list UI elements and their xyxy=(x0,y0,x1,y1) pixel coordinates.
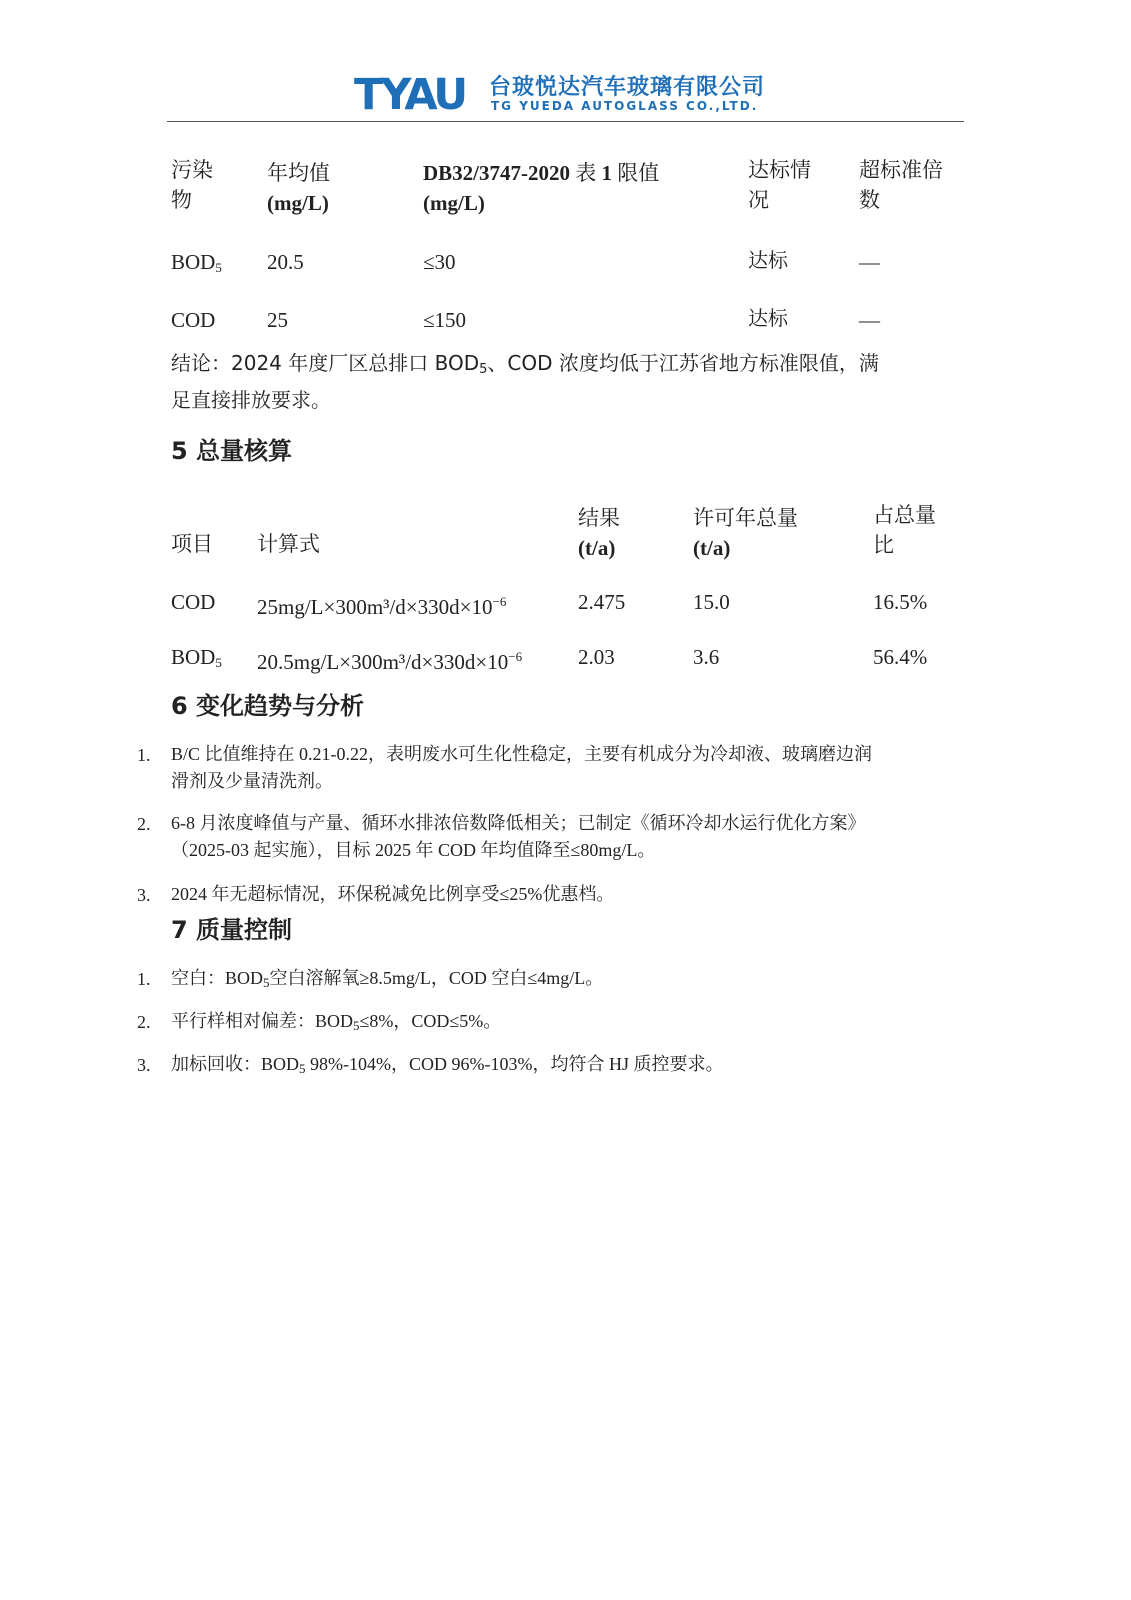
list-number: 1. xyxy=(137,969,151,989)
conclusion-paragraph xyxy=(171,348,961,415)
header-text: 许可年总量 xyxy=(693,506,798,530)
list-number: 3. xyxy=(137,885,151,905)
table1-header-limit xyxy=(423,158,659,218)
header-text: 超标准倍 xyxy=(859,158,943,182)
conclusion-line: 足直接排放要求。 xyxy=(171,388,331,412)
list-line: 2024 年无超标情况，环保税减免比例享受≤25%优惠档。 xyxy=(171,884,615,904)
table1-cell-pollutant: COD xyxy=(171,308,216,332)
list-item xyxy=(171,1051,961,1082)
table2-cell-permit: 3.6 xyxy=(693,645,720,669)
list-line: B/C 比值维持在 0.21-0.22，表明废水可生化性稳定，主要有机成分为冷却液、玻璃磨边润 xyxy=(171,744,873,764)
table2-cell-item xyxy=(171,644,222,676)
header-text: 计算式 xyxy=(257,532,320,556)
list-line: 6-8 月浓度峰值与产量、循环水排浓倍数降低相关；已制定《循环冷却水运行优化方案》 xyxy=(171,813,866,833)
table1-cell-avg: 20.5 xyxy=(267,250,304,274)
header-text: 限值 xyxy=(617,161,660,185)
header-text: 况 xyxy=(748,188,769,212)
table2-header-permit xyxy=(693,503,798,563)
header-text: 结果 xyxy=(578,506,620,530)
list-text: 空白：BOD xyxy=(171,968,264,988)
list-item xyxy=(171,810,961,864)
subscript: 5 xyxy=(299,1061,306,1076)
table1-header-status xyxy=(748,155,811,215)
header-text: 污染 xyxy=(171,158,213,182)
list-item xyxy=(171,881,961,908)
table2-cell-ratio: 16.5% xyxy=(873,590,928,614)
list-number: 1. xyxy=(137,745,151,765)
table1-header-pollutant xyxy=(171,155,213,215)
list-line: （2025-03 起实施），目标 2025 年 COD 年均值降至≤80mg/L。 xyxy=(171,840,656,860)
subscript: 5 xyxy=(215,260,222,275)
formula-text: 20.5mg/L×300m³/d×330d×10 xyxy=(257,650,509,674)
list-text: 加标回收：BOD xyxy=(171,1054,300,1074)
table1-header-exceed xyxy=(859,155,943,215)
table2-header-ratio xyxy=(873,500,936,560)
table2-header-formula xyxy=(257,529,320,559)
subscript: 5 xyxy=(215,655,222,670)
table1-cell-pollutant xyxy=(171,249,222,281)
header-text: 占总量 xyxy=(873,503,936,527)
table1-cell-limit: ≤150 xyxy=(423,308,467,332)
table2-cell-formula xyxy=(257,644,522,675)
header-text: (t/a) xyxy=(693,536,731,560)
header-text: (mg/L) xyxy=(267,191,329,215)
conclusion-text: 结论：2024 年度厂区总排口 BOD xyxy=(171,351,480,375)
company-name-cn: 台玻悦达汽车玻璃有限公司 xyxy=(489,75,766,100)
company-logo: TYAU xyxy=(354,70,466,120)
header-text: 比 xyxy=(873,533,894,557)
header-text: (t/a) xyxy=(578,536,616,560)
conclusion-line xyxy=(171,348,961,385)
list-item xyxy=(171,965,961,996)
list-number: 3. xyxy=(137,1055,151,1075)
table1-cell-status: 达标 xyxy=(748,248,788,272)
superscript: −6 xyxy=(508,649,523,664)
header-text: DB32/3747-2020 xyxy=(423,161,576,185)
table1-cell-avg: 25 xyxy=(267,308,288,332)
section7-title: 7 质量控制 xyxy=(171,916,293,944)
subscript: 5 xyxy=(263,975,270,990)
table2-header-item xyxy=(171,529,213,559)
table2-cell-result: 2.03 xyxy=(578,645,615,669)
header-text: 项目 xyxy=(171,532,213,556)
list-text: ≤8%，COD≤5%。 xyxy=(359,1011,502,1031)
table1-header-annual-avg xyxy=(267,158,330,218)
list-number: 2. xyxy=(137,1012,151,1032)
header-text: 达标情 xyxy=(748,158,811,182)
superscript: −6 xyxy=(492,594,507,609)
table2-cell-item: COD xyxy=(171,590,216,614)
header-text: 年均值 xyxy=(267,161,330,185)
header-text: 数 xyxy=(859,188,880,212)
conclusion-text: 、COD 浓度均低于江苏省地方标准限值，满 xyxy=(487,351,879,375)
table2-cell-ratio: 56.4% xyxy=(873,645,928,669)
table2-cell-result: 2.475 xyxy=(578,590,626,614)
cell-text: BOD xyxy=(171,645,216,669)
subscript: 5 xyxy=(479,362,488,377)
formula-text: 25mg/L×300m³/d×330d×10 xyxy=(257,595,493,619)
table1-cell-exceed: — xyxy=(859,308,880,332)
table1-cell-exceed: — xyxy=(859,250,880,274)
table1-cell-status: 达标 xyxy=(748,306,788,330)
table2-header-result xyxy=(578,503,620,563)
header-text: 物 xyxy=(171,188,192,212)
list-item xyxy=(171,1008,961,1039)
section6-title: 6 变化趋势与分析 xyxy=(171,692,365,720)
list-number: 2. xyxy=(137,814,151,834)
table1-cell-limit: ≤30 xyxy=(423,250,456,274)
header-text: 1 xyxy=(596,161,618,185)
company-name-en: TG YUEDA AUTOGLASS CO.,LTD. xyxy=(491,99,759,113)
list-text: 空白溶解氧≥8.5mg/L，COD 空白≤4mg/L。 xyxy=(269,968,604,988)
list-item xyxy=(171,741,961,795)
table2-cell-formula xyxy=(257,589,506,620)
table2-cell-permit: 15.0 xyxy=(693,590,730,614)
section5-title: 5 总量核算 xyxy=(171,437,293,465)
header-rule xyxy=(167,121,964,122)
list-text: 平行样相对偏差：BOD xyxy=(171,1011,354,1031)
cell-text: BOD xyxy=(171,250,216,274)
list-line: 滑剂及少量清洗剂。 xyxy=(171,771,333,791)
header-text: 表 xyxy=(575,161,597,185)
list-text: 98%-104%，COD 96%-103%，均符合 HJ 质控要求。 xyxy=(305,1054,724,1074)
subscript: 5 xyxy=(353,1018,360,1033)
header-text: (mg/L) xyxy=(423,191,485,215)
